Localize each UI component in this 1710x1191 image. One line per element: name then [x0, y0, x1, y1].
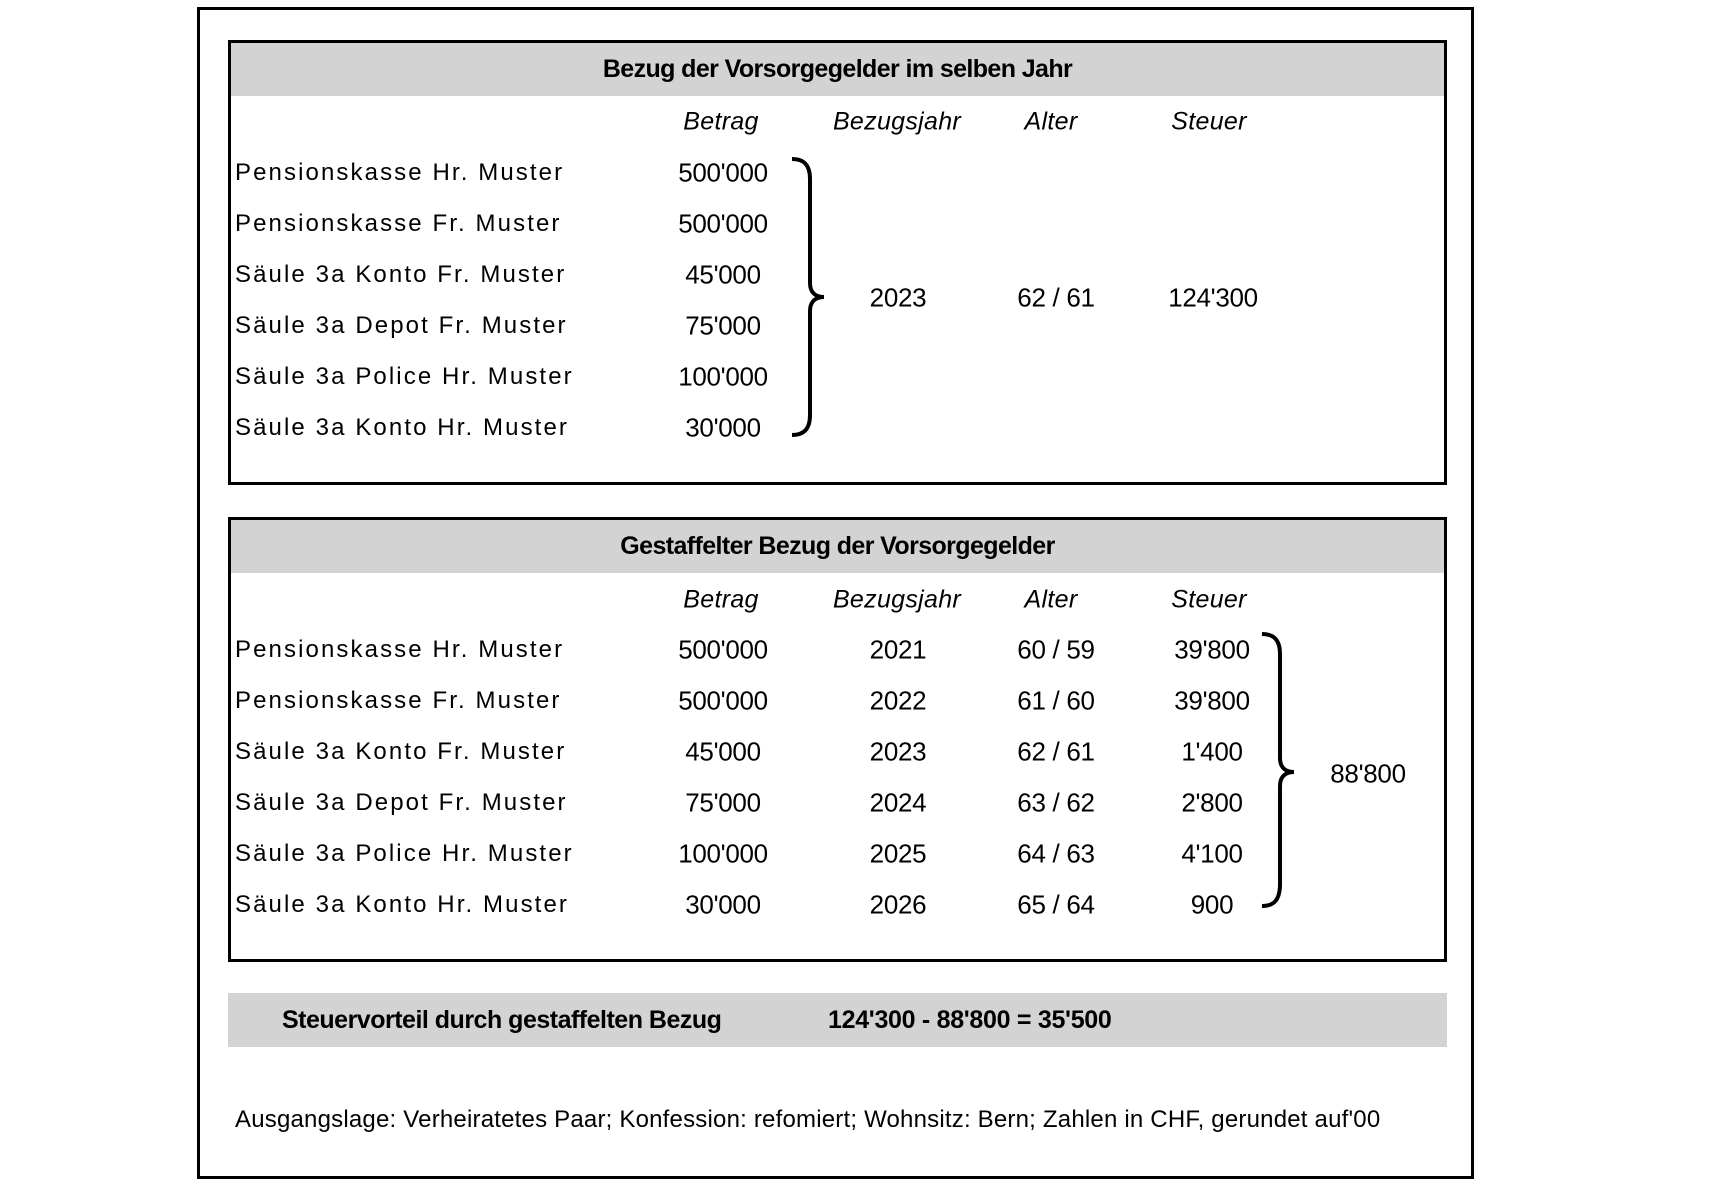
- summary-bar: [228, 993, 1447, 1047]
- row-label: Pensionskasse Fr. Muster: [235, 210, 562, 237]
- row-betrag: 30'000: [685, 412, 761, 443]
- row-betrag: 75'000: [685, 310, 761, 341]
- row-alter: 61 / 60: [1017, 685, 1095, 716]
- row-betrag: 500'000: [678, 634, 768, 665]
- row-betrag: 500'000: [678, 157, 768, 188]
- row-alter: 63 / 62: [1017, 787, 1095, 818]
- column-header-betrag: Betrag: [683, 585, 759, 614]
- row-bezugsjahr: 2023: [869, 736, 927, 767]
- row-steuer: 39'800: [1174, 685, 1250, 716]
- row-steuer: 4'100: [1181, 838, 1243, 869]
- curly-brace-icon: [1256, 630, 1300, 914]
- row-betrag: 30'000: [685, 889, 761, 920]
- staggered-total-steuer: 88'800: [1330, 758, 1406, 789]
- row-bezugsjahr: 2025: [869, 838, 927, 869]
- row-label: Säule 3a Konto Hr. Muster: [235, 891, 569, 918]
- column-header-bezugsjahr: Bezugsjahr: [832, 107, 962, 136]
- row-bezugsjahr: 2026: [869, 889, 927, 920]
- row-betrag: 100'000: [678, 361, 768, 392]
- row-steuer: 1'400: [1181, 736, 1243, 767]
- row-label: Pensionskasse Hr. Muster: [235, 636, 565, 663]
- row-label: Säule 3a Police Hr. Muster: [235, 840, 574, 867]
- same-year-steuer: 124'300: [1168, 282, 1258, 313]
- row-betrag: 500'000: [678, 208, 768, 239]
- row-steuer: 900: [1190, 889, 1234, 920]
- row-bezugsjahr: 2024: [869, 787, 927, 818]
- row-alter: 60 / 59: [1017, 634, 1095, 665]
- row-alter: 65 / 64: [1017, 889, 1095, 920]
- row-label: Pensionskasse Fr. Muster: [235, 687, 562, 714]
- column-header-betrag: Betrag: [683, 107, 759, 136]
- footnote: Ausgangslage: Verheiratetes Paar; Konfession: refomiert; Wohnsitz: Bern; Zahlen in CHF, gerundet auf'00: [235, 1106, 1381, 1133]
- row-betrag: 45'000: [685, 736, 761, 767]
- column-header-steuer: Steuer: [1171, 585, 1247, 614]
- table-title: Gestaffelter Bezug der Vorsorgegelder: [620, 532, 1055, 560]
- column-header-alter: Alter: [1024, 107, 1078, 136]
- row-alter: 62 / 61: [1017, 736, 1095, 767]
- row-betrag: 75'000: [685, 787, 761, 818]
- summary-formula: 124'300 - 88'800 = 35'500: [828, 1006, 1112, 1034]
- column-header-steuer: Steuer: [1171, 107, 1247, 136]
- row-label: Säule 3a Depot Fr. Muster: [235, 312, 568, 339]
- same-year-alter: 62 / 61: [1017, 282, 1095, 313]
- summary-label: Steuervorteil durch gestaffelten Bezug: [282, 1006, 722, 1034]
- curly-brace-icon: [786, 155, 830, 439]
- row-alter: 64 / 63: [1017, 838, 1095, 869]
- column-header-bezugsjahr: Bezugsjahr: [832, 585, 962, 614]
- row-label: Säule 3a Konto Fr. Muster: [235, 261, 567, 288]
- same-year-bezugsjahr: 2023: [869, 282, 927, 313]
- row-steuer: 2'800: [1181, 787, 1243, 818]
- row-label: Säule 3a Police Hr. Muster: [235, 363, 574, 390]
- row-bezugsjahr: 2022: [869, 685, 927, 716]
- row-bezugsjahr: 2021: [869, 634, 927, 665]
- row-label: Säule 3a Konto Fr. Muster: [235, 738, 567, 765]
- row-label: Pensionskasse Hr. Muster: [235, 159, 565, 186]
- row-betrag: 500'000: [678, 685, 768, 716]
- row-label: Säule 3a Depot Fr. Muster: [235, 789, 568, 816]
- table-title: Bezug der Vorsorgegelder im selben Jahr: [602, 55, 1073, 83]
- column-header-alter: Alter: [1024, 585, 1078, 614]
- row-steuer: 39'800: [1174, 634, 1250, 665]
- row-betrag: 100'000: [678, 838, 768, 869]
- row-betrag: 45'000: [685, 259, 761, 290]
- row-label: Säule 3a Konto Hr. Muster: [235, 414, 569, 441]
